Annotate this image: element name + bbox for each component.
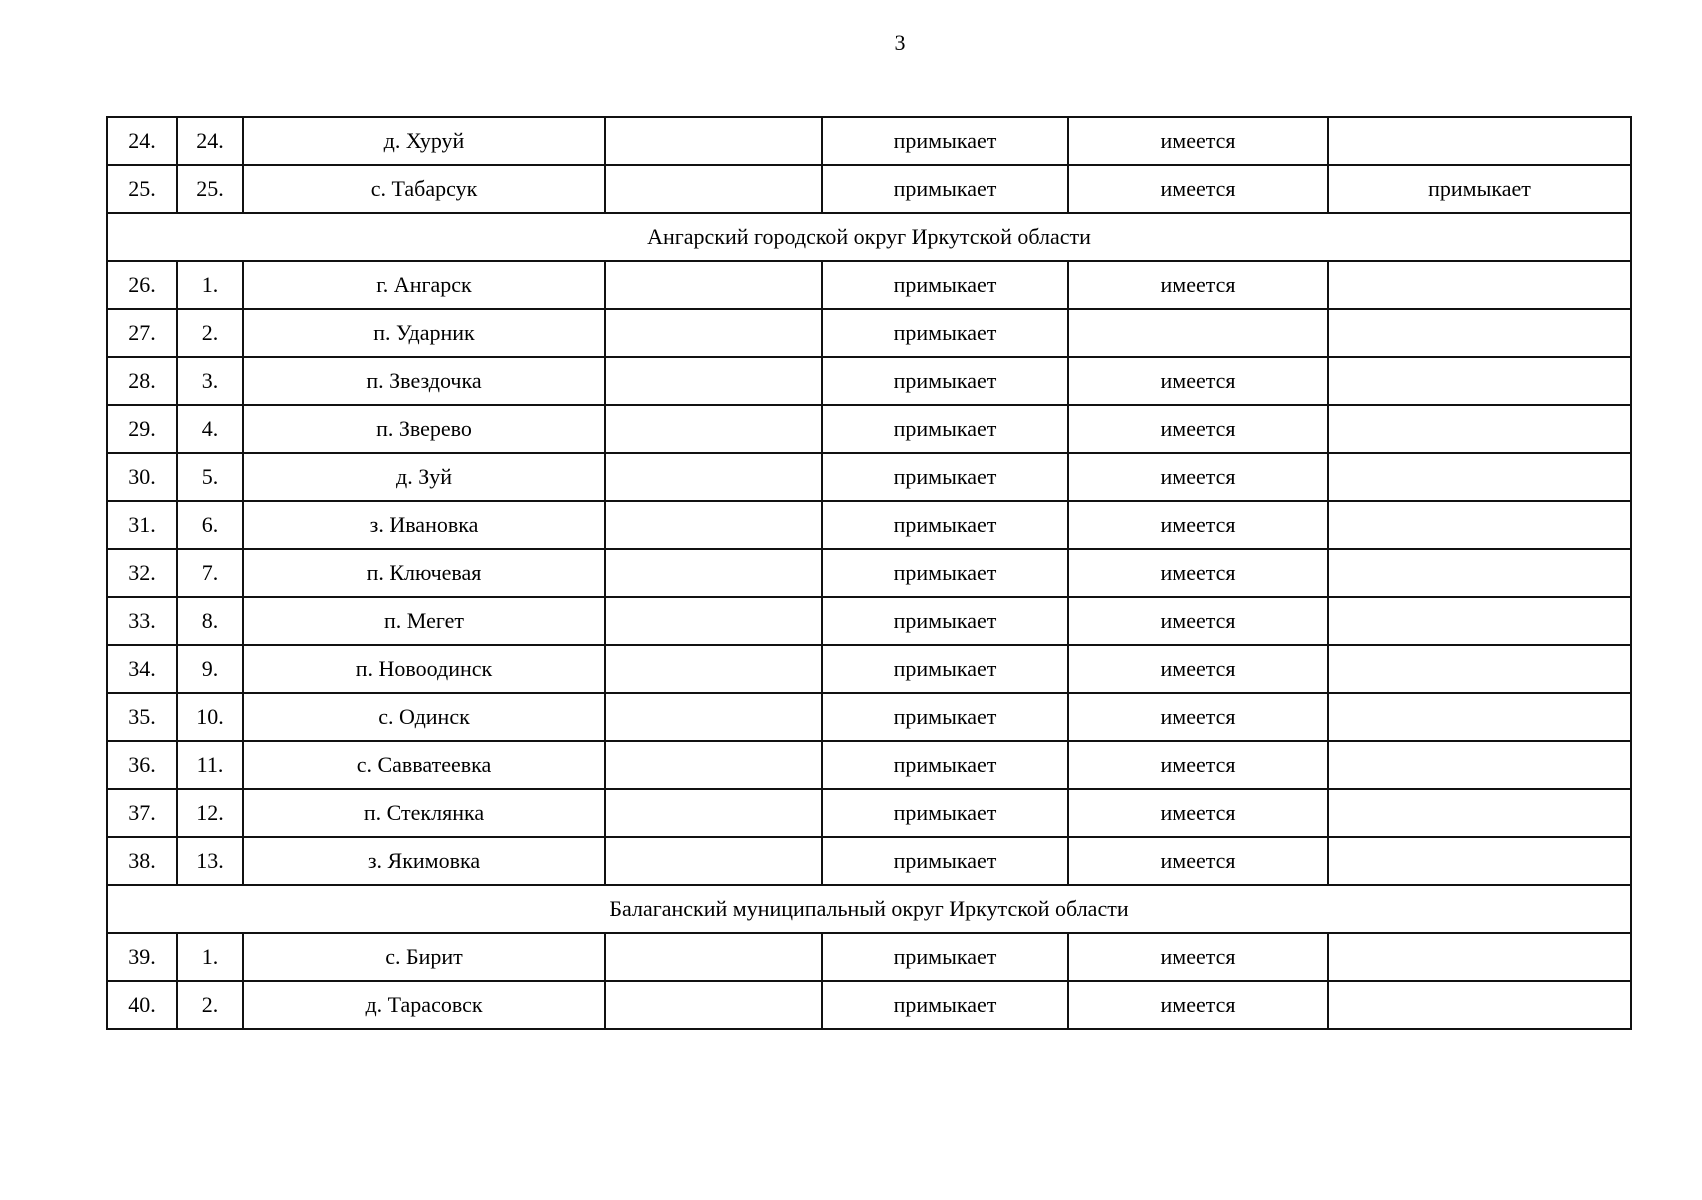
cell-column-5: примыкает xyxy=(822,261,1068,309)
cell-column-5: примыкает xyxy=(822,789,1068,837)
cell-column-6 xyxy=(1068,309,1328,357)
cell-column-7 xyxy=(1328,741,1631,789)
cell-column-6: имеется xyxy=(1068,789,1328,837)
cell-settlement-name: п. Зверево xyxy=(243,405,605,453)
cell-column-4 xyxy=(605,261,822,309)
cell-column-7 xyxy=(1328,645,1631,693)
cell-column-6: имеется xyxy=(1068,453,1328,501)
table-row xyxy=(107,837,1631,885)
section-title: Ангарский городской округ Иркутской области xyxy=(107,213,1631,261)
cell-column-4 xyxy=(605,597,822,645)
cell-settlement-name: з. Ивановка xyxy=(243,501,605,549)
cell-settlement-name: п. Ударник xyxy=(243,309,605,357)
cell-local-number: 9. xyxy=(177,645,243,693)
cell-column-6: имеется xyxy=(1068,741,1328,789)
cell-settlement-name: с. Савватеевка xyxy=(243,741,605,789)
cell-column-5: примыкает xyxy=(822,309,1068,357)
cell-column-6: имеется xyxy=(1068,405,1328,453)
cell-row-number: 36. xyxy=(107,741,177,789)
cell-column-5: примыкает xyxy=(822,933,1068,981)
cell-column-5: примыкает xyxy=(822,405,1068,453)
cell-column-7 xyxy=(1328,789,1631,837)
cell-row-number: 28. xyxy=(107,357,177,405)
cell-column-7 xyxy=(1328,405,1631,453)
cell-local-number: 3. xyxy=(177,357,243,405)
cell-column-6: имеется xyxy=(1068,501,1328,549)
cell-column-6: имеется xyxy=(1068,981,1328,1029)
cell-row-number: 30. xyxy=(107,453,177,501)
cell-column-6: имеется xyxy=(1068,549,1328,597)
cell-local-number: 1. xyxy=(177,933,243,981)
cell-settlement-name: г. Ангарск xyxy=(243,261,605,309)
table-row xyxy=(107,597,1631,645)
cell-column-6: имеется xyxy=(1068,837,1328,885)
table-row xyxy=(107,549,1631,597)
cell-column-5: примыкает xyxy=(822,693,1068,741)
cell-column-7 xyxy=(1328,309,1631,357)
cell-row-number: 31. xyxy=(107,501,177,549)
cell-local-number: 2. xyxy=(177,309,243,357)
cell-column-4 xyxy=(605,405,822,453)
cell-local-number: 2. xyxy=(177,981,243,1029)
cell-column-5: примыкает xyxy=(822,117,1068,165)
table-row xyxy=(107,741,1631,789)
cell-row-number: 26. xyxy=(107,261,177,309)
settlements-table-container xyxy=(106,116,1630,1030)
cell-row-number: 35. xyxy=(107,693,177,741)
cell-column-7 xyxy=(1328,261,1631,309)
table-row xyxy=(107,501,1631,549)
cell-row-number: 37. xyxy=(107,789,177,837)
cell-column-6: имеется xyxy=(1068,261,1328,309)
cell-column-5: примыкает xyxy=(822,501,1068,549)
cell-column-6: имеется xyxy=(1068,165,1328,213)
table-row xyxy=(107,645,1631,693)
table-row xyxy=(107,405,1631,453)
cell-column-4 xyxy=(605,549,822,597)
table-row xyxy=(107,789,1631,837)
page-number: 3 xyxy=(894,30,906,55)
cell-column-5: примыкает xyxy=(822,357,1068,405)
cell-column-5: примыкает xyxy=(822,645,1068,693)
cell-row-number: 38. xyxy=(107,837,177,885)
cell-settlement-name: д. Хуруй xyxy=(243,117,605,165)
cell-column-7 xyxy=(1328,933,1631,981)
cell-local-number: 12. xyxy=(177,789,243,837)
cell-row-number: 32. xyxy=(107,549,177,597)
cell-column-5: примыкает xyxy=(822,597,1068,645)
cell-local-number: 8. xyxy=(177,597,243,645)
cell-column-5: примыкает xyxy=(822,837,1068,885)
cell-row-number: 29. xyxy=(107,405,177,453)
cell-settlement-name: п. Мегет xyxy=(243,597,605,645)
cell-settlement-name: с. Одинск xyxy=(243,693,605,741)
cell-row-number: 39. xyxy=(107,933,177,981)
cell-settlement-name: п. Стеклянка xyxy=(243,789,605,837)
cell-column-7 xyxy=(1328,597,1631,645)
cell-column-5: примыкает xyxy=(822,981,1068,1029)
cell-column-7 xyxy=(1328,501,1631,549)
cell-column-6: имеется xyxy=(1068,933,1328,981)
cell-column-4 xyxy=(605,741,822,789)
section-header-row xyxy=(107,213,1631,261)
cell-column-6: имеется xyxy=(1068,597,1328,645)
cell-row-number: 33. xyxy=(107,597,177,645)
cell-settlement-name: д. Тарасовск xyxy=(243,981,605,1029)
cell-settlement-name: с. Табарсук xyxy=(243,165,605,213)
cell-settlement-name: п. Новоодинск xyxy=(243,645,605,693)
cell-column-6: имеется xyxy=(1068,693,1328,741)
cell-settlement-name: д. Зуй xyxy=(243,453,605,501)
cell-local-number: 13. xyxy=(177,837,243,885)
table-row xyxy=(107,453,1631,501)
cell-column-4 xyxy=(605,501,822,549)
cell-column-4 xyxy=(605,693,822,741)
cell-settlement-name: з. Якимовка xyxy=(243,837,605,885)
cell-local-number: 10. xyxy=(177,693,243,741)
cell-settlement-name: с. Бирит xyxy=(243,933,605,981)
table-body xyxy=(107,117,1631,1029)
cell-column-4 xyxy=(605,789,822,837)
cell-column-4 xyxy=(605,645,822,693)
cell-column-7 xyxy=(1328,693,1631,741)
cell-column-4 xyxy=(605,981,822,1029)
cell-local-number: 24. xyxy=(177,117,243,165)
table-row xyxy=(107,981,1631,1029)
cell-row-number: 27. xyxy=(107,309,177,357)
cell-local-number: 25. xyxy=(177,165,243,213)
cell-column-7: примыкает xyxy=(1328,165,1631,213)
cell-column-4 xyxy=(605,357,822,405)
cell-column-6: имеется xyxy=(1068,645,1328,693)
cell-row-number: 40. xyxy=(107,981,177,1029)
cell-column-4 xyxy=(605,165,822,213)
cell-column-7 xyxy=(1328,549,1631,597)
cell-local-number: 11. xyxy=(177,741,243,789)
cell-local-number: 5. xyxy=(177,453,243,501)
cell-column-7 xyxy=(1328,837,1631,885)
table-row xyxy=(107,261,1631,309)
cell-column-4 xyxy=(605,453,822,501)
cell-column-4 xyxy=(605,117,822,165)
cell-local-number: 6. xyxy=(177,501,243,549)
table-row xyxy=(107,933,1631,981)
cell-column-7 xyxy=(1328,453,1631,501)
cell-settlement-name: п. Ключевая xyxy=(243,549,605,597)
cell-column-5: примыкает xyxy=(822,549,1068,597)
cell-local-number: 4. xyxy=(177,405,243,453)
cell-row-number: 25. xyxy=(107,165,177,213)
cell-column-4 xyxy=(605,837,822,885)
table-row xyxy=(107,165,1631,213)
cell-local-number: 7. xyxy=(177,549,243,597)
cell-column-7 xyxy=(1328,117,1631,165)
cell-column-7 xyxy=(1328,357,1631,405)
table-row xyxy=(107,117,1631,165)
table-row xyxy=(107,357,1631,405)
section-title: Балаганский муниципальный округ Иркутской области xyxy=(107,885,1631,933)
section-header-row xyxy=(107,885,1631,933)
cell-settlement-name: п. Звездочка xyxy=(243,357,605,405)
cell-column-7 xyxy=(1328,981,1631,1029)
cell-row-number: 34. xyxy=(107,645,177,693)
cell-column-6: имеется xyxy=(1068,117,1328,165)
cell-row-number: 24. xyxy=(107,117,177,165)
cell-column-4 xyxy=(605,933,822,981)
cell-local-number: 1. xyxy=(177,261,243,309)
cell-column-5: примыкает xyxy=(822,165,1068,213)
settlements-table xyxy=(106,116,1632,1030)
cell-column-6: имеется xyxy=(1068,357,1328,405)
cell-column-5: примыкает xyxy=(822,741,1068,789)
table-row xyxy=(107,693,1631,741)
table-row xyxy=(107,309,1631,357)
cell-column-4 xyxy=(605,309,822,357)
cell-column-5: примыкает xyxy=(822,453,1068,501)
